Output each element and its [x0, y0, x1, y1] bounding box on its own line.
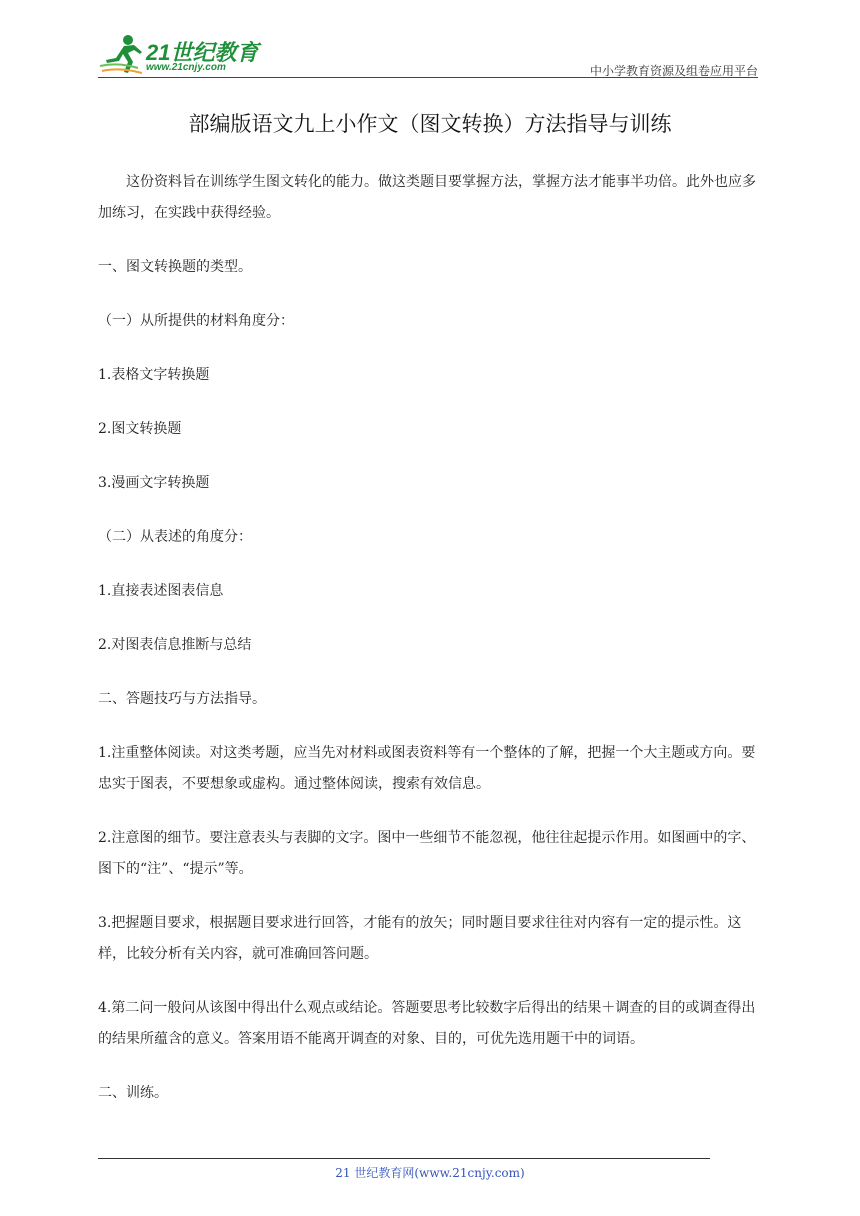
site-logo[interactable]: [98, 32, 273, 78]
document-body: [98, 167, 760, 1132]
footer-divider: [98, 1158, 710, 1159]
list-item: 1.直接表述图表信息: [98, 583, 224, 599]
logo-text: 21世纪教育: [146, 40, 259, 65]
intro-paragraph: 这份资料旨在训练学生图文转化的能力。做这类题目要掌握方法，掌握方法才能事半功倍。此外也应多加练习，在实践中获得经验。: [98, 174, 756, 221]
section-heading-training: 二、训练。: [98, 1085, 168, 1101]
list-item: 1.表格文字转换题: [98, 367, 210, 383]
header-divider: [98, 77, 758, 78]
list-item: 3.漫画文字转换题: [98, 475, 210, 491]
footer-link[interactable]: 21 世纪教育网(www.21cnjy.com): [335, 1166, 525, 1180]
tip-paragraph: 2.注意图的细节。要注意表头与表脚的文字。图中一些细节不能忽视，他往往起提示作用。如图画中的字、图下的“注”、“提示”等。: [98, 830, 756, 877]
tip-paragraph: 4.第二问一般问从该图中得出什么观点或结论。答题要思考比较数字后得出的结果＋调查的目的或调查得出的结果所蕴含的意义。答案用语不能离开调查的对象、目的，可优先选用题干中的词语。: [98, 1000, 756, 1047]
list-item: 2.图文转换题: [98, 421, 182, 437]
tip-paragraph: 1.注重整体阅读。对这类考题，应当先对材料或图表资料等有一个整体的了解，把握一个大主题或方向。要忠实于图表，不要想象或虚构。通过整体阅读，搜索有效信息。: [98, 745, 756, 792]
section-heading-tips: 二、答题技巧与方法指导。: [98, 691, 266, 707]
page-header: [98, 30, 758, 80]
logo-url: www.21cnjy.com: [146, 62, 226, 73]
document-title: 部编版语文九上小作文（图文转换）方法指导与训练: [188, 112, 672, 136]
tip-paragraph: 3.把握题目要求，根据题目要求进行回答，才能有的放矢；同时题目要求往往对内容有一定的提示性。这样，比较分析有关内容，就可准确回答问题。: [98, 915, 742, 962]
subsection-heading-material: （一）从所提供的材料角度分：: [98, 313, 294, 329]
subsection-heading-expression: （二）从表述的角度分：: [98, 529, 252, 545]
section-heading-types: 一、图文转换题的类型。: [98, 259, 252, 275]
platform-tagline: 中小学教育资源及组卷应用平台: [589, 64, 758, 78]
list-item: 2.对图表信息推断与总结: [98, 637, 252, 653]
runner-logo-icon: [98, 32, 146, 78]
